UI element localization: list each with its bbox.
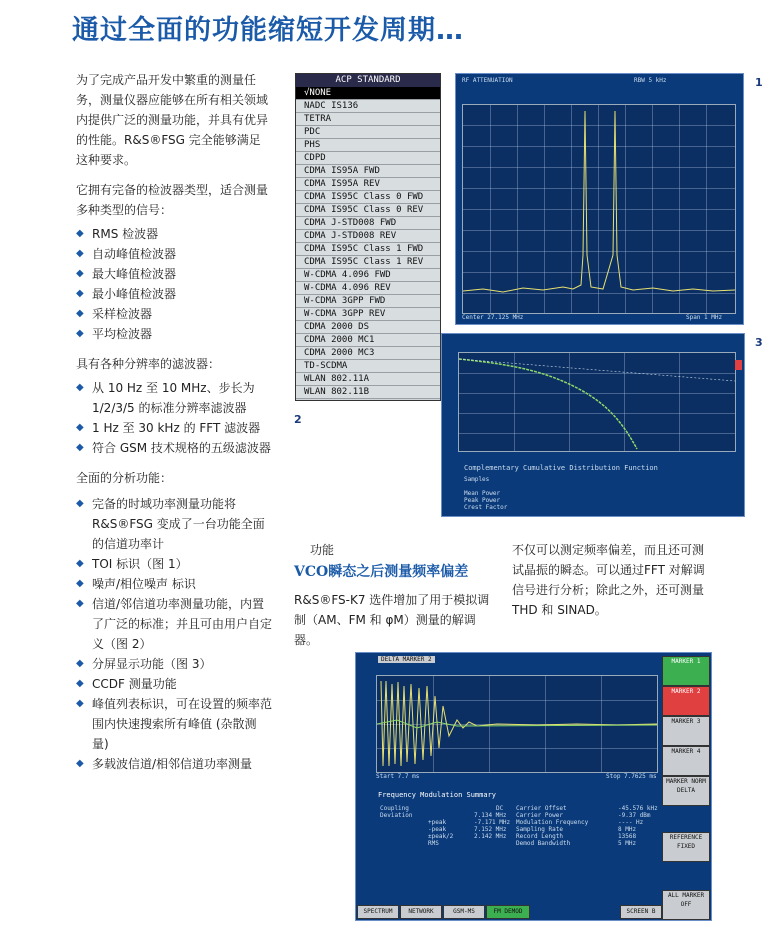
page-title: 通过全面的功能缩短开发周期… (72, 15, 464, 46)
list-item: ◆ 从 10 Hz 至 10 MHz、步长为 1/2/3/5 的标准分辨率滤波器 (76, 378, 272, 418)
menu-item[interactable]: CDMA IS95A REV (296, 178, 440, 191)
marker-flag (735, 360, 742, 370)
middle-column (294, 540, 494, 660)
fig4-summary-value: 7.152 MHz (474, 826, 507, 833)
fig4-summary-value: DC (496, 805, 504, 812)
tab-fm-demod[interactable]: FM DEMOD (486, 905, 530, 919)
menu-item[interactable]: NADC IS136 (296, 100, 440, 113)
detector-list (76, 224, 272, 344)
fig4-summary-right-value: -9.37 dBm (618, 812, 651, 819)
fig3-samples: Samples (464, 476, 490, 483)
fig4-summary-right-label: Record Length (516, 833, 563, 840)
fig3-row: Crest Factor (464, 504, 508, 511)
fig4-summary-right-label: Carrier Power (516, 812, 563, 819)
menu-item[interactable]: WLAN 802.11B (296, 386, 440, 399)
analysis-intro: 全面的分析功能： (76, 471, 173, 485)
list-item: ◆ 完备的时域功率测量功能将 R&S®FSG 变成了一台功能全面的信道功率计 (76, 494, 272, 554)
mid-paragraph: R&S®FS-K7 选件增加了用于模拟调制（AM、FM 和 φM）测量的解调器。 (294, 593, 490, 647)
menu-item[interactable]: WLAN 802.11A (296, 373, 440, 386)
fig4-summary-value: 2.142 MHz (474, 833, 507, 840)
fig4-trace (377, 676, 657, 772)
fig3-row: Peak Power (464, 497, 501, 504)
fig4-summary-sub: +peak (428, 819, 447, 826)
fig1-header: RF ATTENUATION (462, 77, 513, 84)
menu-item[interactable]: W-CDMA 4.096 REV (296, 282, 440, 295)
list-item: ◆ 符合 GSM 技术规格的五级滤波器 (76, 438, 272, 458)
fig4-summary-right-value: -45.576 kHz (618, 805, 658, 812)
fig4-summary-label: Coupling (380, 805, 409, 812)
softkey-marker-4[interactable]: MARKER 4 (662, 746, 710, 776)
menu-item[interactable]: CDMA IS95C Class 1 FWD (296, 243, 440, 256)
menu-item[interactable]: TD-SCDMA (296, 360, 440, 373)
analysis-list (76, 494, 272, 774)
intro-paragraph: 为了完成产品开发中繁重的测量任务，测量仪器应能够在所有相关领域内提供广泛的测量功能，并具有优异的性能。R&S®FSG 完全能够满足这种要求。 (76, 73, 269, 167)
right-column (512, 540, 712, 630)
figure-3-ccdf-screen (441, 333, 745, 517)
menu-item[interactable]: CDMA IS95C Class 0 REV (296, 204, 440, 217)
fig4-summary-right-value: 8 MHz (618, 826, 637, 833)
figure-4-fm-demod-screen (355, 652, 712, 921)
menu-item[interactable]: PHS (296, 139, 440, 152)
menu-item[interactable]: W-CDMA 3GPP REV (296, 308, 440, 321)
menu-item[interactable]: CDMA J-STD008 REV (296, 230, 440, 243)
list-item: ◆ 峰值列表标识，可在设置的频率范围内快速搜索所有峰值 (杂散测量) (76, 694, 272, 754)
left-column (76, 70, 272, 784)
softkey-marker-1[interactable]: MARKER 1 (662, 656, 710, 686)
fig4-summary-label: Deviation (380, 812, 413, 819)
menu-item[interactable]: √NONE (296, 87, 440, 100)
softkey-marker-3[interactable]: MARKER 3 (662, 716, 710, 746)
fig3-grid (458, 352, 736, 452)
figure-number: 1 (755, 76, 763, 89)
softkey-marker-2[interactable]: MARKER 2 (662, 686, 710, 716)
fig4-grid (376, 675, 658, 773)
list-item: ◆ 分屏显示功能（图 3） (76, 654, 272, 674)
list-item: ◆ 自动峰值检波器 (76, 244, 272, 264)
figure-2-acp-menu (295, 73, 441, 401)
list-item: ◆ 采样检波器 (76, 304, 272, 324)
fig4-summary-right-label: Carrier Offset (516, 805, 567, 812)
fig4-summary-sub: RMS (428, 840, 439, 847)
fig4-summary-sub: ±peak/2 (428, 833, 454, 840)
list-item: ◆ 1 Hz 至 30 kHz 的 FFT 滤波器 (76, 418, 272, 438)
list-item: ◆ TOI 标识（图 1） (76, 554, 272, 574)
detectors-intro: 它拥有完备的检波器类型，适合测量多种类型的信号： (76, 183, 269, 217)
menu-item[interactable]: CDMA J-STD008 FWD (296, 217, 440, 230)
list-item: ◆ CCDF 测量功能 (76, 674, 272, 694)
fig4-stop: Stop 7.7625 ms (606, 773, 657, 780)
menu-item[interactable]: TETRA (296, 113, 440, 126)
tab-spectrum[interactable]: SPECTRUM (357, 905, 399, 919)
figure-number: 3 (755, 336, 763, 349)
menu-item[interactable]: W-CDMA 3GPP FWD (296, 295, 440, 308)
fig1-rbw: RBW 5 kHz (634, 77, 667, 84)
softkey-marker-norm-delta[interactable]: MARKER NORM DELTA (662, 776, 710, 806)
softkey-reference-fixed[interactable]: REFERENCE FIXED (662, 832, 710, 862)
softkey-all-marker-off[interactable]: ALL MARKER OFF (662, 890, 710, 920)
tab-network[interactable]: NETWORK (400, 905, 442, 919)
fig3-caption: Complementary Cumulative Distribution Function (464, 464, 658, 472)
menu-title: ACP STANDARD (296, 74, 440, 87)
menu-item[interactable]: CDMA IS95A FWD (296, 165, 440, 178)
section-heading: VCO瞬态之后测量频率偏差 (294, 564, 469, 580)
mid-lead: 功能 (310, 543, 335, 557)
menu-item[interactable]: CDMA 2000 MC3 (296, 347, 440, 360)
menu-item[interactable]: CDMA IS95C Class 1 REV (296, 256, 440, 269)
fig4-summary-sub: -peak (428, 826, 447, 833)
filters-intro: 具有各种分辨率的滤波器： (76, 357, 221, 371)
menu-item[interactable]: PDC (296, 126, 440, 139)
fig4-summary-right-value: ---- Hz (618, 819, 644, 826)
fig4-marker-header: DELTA MARKER 2 (378, 656, 435, 663)
filter-list (76, 378, 272, 458)
tab-screen-b[interactable]: SCREEN B (620, 905, 662, 919)
list-item: ◆ 多载波信道/相邻信道功率测量 (76, 754, 272, 774)
menu-item[interactable]: CDMA 2000 DS (296, 321, 440, 334)
menu-item[interactable]: CDMA IS95C Class 0 FWD (296, 191, 440, 204)
tab-gsm-ms[interactable]: GSM-MS (443, 905, 485, 919)
list-item: ◆ 最小峰值检波器 (76, 284, 272, 304)
fig4-summary-value: -7.171 MHz (474, 819, 511, 826)
fig3-ccdf-curve (459, 353, 735, 451)
fig1-center: Center 27.125 MHz (462, 314, 524, 321)
figure-1-spectrum-screen (455, 73, 744, 325)
list-item: ◆ 信道/邻信道功率测量功能，内置了广泛的标准；并且可由用户自定义（图 2） (76, 594, 272, 654)
fig4-summary-right-label: Modulation Frequency (516, 819, 589, 826)
fig4-summary-right-label: Demod Bandwidth (516, 840, 571, 847)
fig4-summary-value: 7.134 MHz (474, 812, 507, 819)
fig4-summary-title: Frequency Modulation Summary (378, 791, 497, 799)
list-item: ◆ 平均检波器 (76, 324, 272, 344)
fig1-span: Span 1 MHz (686, 314, 723, 321)
fig1-grid (462, 104, 736, 314)
right-paragraph: 不仅可以测定频率偏差，而且还可测试晶振的瞬态。可以通过FFT 对解调信号进行分析；除此之外，还可测量 THD 和 SINAD。 (512, 543, 705, 617)
fig4-summary-right-value: 5 MHz (618, 840, 637, 847)
list-item: ◆ 最大峰值检波器 (76, 264, 272, 284)
menu-item[interactable]: CDPD (296, 152, 440, 165)
menu-item[interactable]: W-CDMA 4.096 FWD (296, 269, 440, 282)
fig3-row: Mean Power (464, 490, 501, 497)
fig4-summary-right-value: 13568 (618, 833, 637, 840)
list-item: ◆ 噪声/相位噪声 标识 (76, 574, 272, 594)
menu-item[interactable]: CDMA 2000 MC1 (296, 334, 440, 347)
fig1-trace (463, 105, 735, 313)
fig4-start: Start 7.7 ms (376, 773, 420, 780)
figure-number: 2 (294, 413, 302, 426)
fig4-summary-right-label: Sampling Rate (516, 826, 563, 833)
list-item: ◆ RMS 检波器 (76, 224, 272, 244)
